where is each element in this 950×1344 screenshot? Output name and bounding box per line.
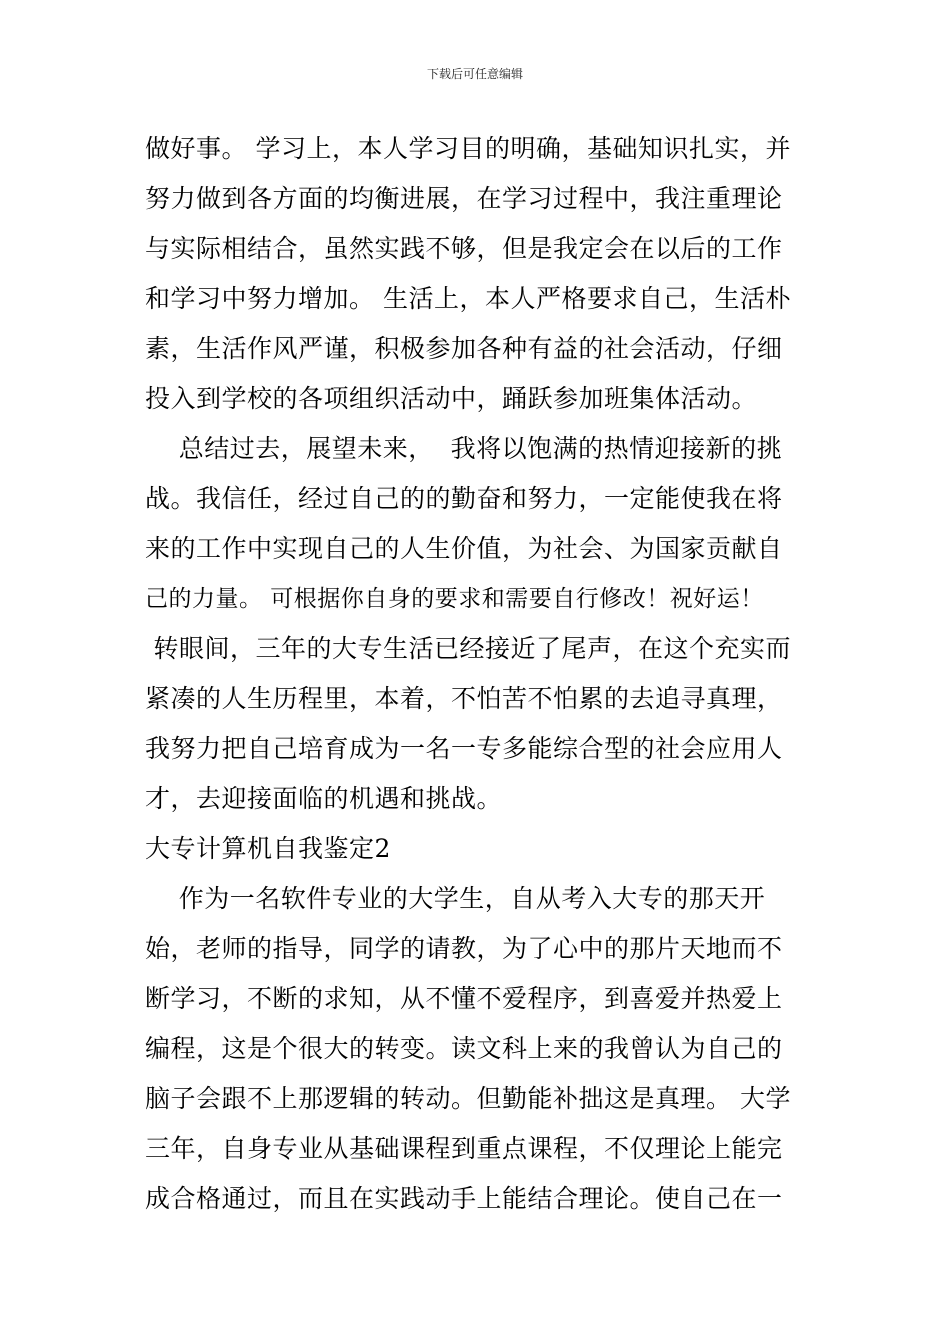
text-line: 与实际相结合，虽然实践不够，但是我定会在以后的工作 [145,234,783,263]
text-line: 成合格通过，而且在实践动手上能结合理论。使自己在一 [145,1184,783,1213]
text-line: 紧凑的人生历程里，本着，不怕苦不怕累的去追寻真理， [145,684,783,713]
text-line: 来的工作中实现自己的人生价值，为社会、为国家贡献自 [145,534,783,563]
text-line: 三年，自身专业从基础课程到重点课程，不仅理论上能完 [145,1134,783,1163]
text-line: 素，生活作风严谨，积极参加各种有益的社会活动，仔细 [145,334,783,363]
document-body [145,124,825,1224]
section-heading: 大专计算机自我鉴定2 [145,834,391,863]
text-line: 我努力把自己培育成为一名一专多能综合型的社会应用人 [145,734,783,763]
text-line: 编程，这是个很大的转变。读文科上来的我曾认为自己的 [145,1034,783,1063]
text-line: 投入到学校的各项组织活动中，踊跃参加班集体活动。 [145,384,758,413]
page-header: 下载后可任意编辑 [426,67,523,81]
text-line: 和学习中努力增加。 生活上，本人严格要求自己，生活朴 [145,284,791,313]
text-line: 战。我信任，经过自己的的勤奋和努力，一定能使我在将 [145,484,783,513]
text-line: 始，老师的指导，同学的请教，为了心中的那片天地而不 [145,934,783,963]
text-line: 脑子会跟不上那逻辑的转动。但勤能补拙这是真理。 大学 [145,1084,791,1113]
text-line: 己的力量。 可根据你自身的要求和需要自行修改！祝好运！ [145,586,764,612]
text-line: 总结过去，展望未来， 我将以饱满的热情迎接新的挑 [145,434,783,463]
text-line: 转眼间，三年的大专生活已经接近了尾声，在这个充实而 [145,634,791,663]
text-line: 断学习，不断的求知，从不懂不爱程序，到喜爱并热爱上 [145,984,783,1013]
text-line: 作为一名软件专业的大学生，自从考入大专的那天开 [145,884,766,913]
text-line: 努力做到各方面的均衡进展，在学习过程中，我注重理论 [145,184,783,213]
text-line: 做好事。 学习上，本人学习目的明确，基础知识扎实，并 [145,134,791,163]
text-line: 才，去迎接面临的机遇和挑战。 [145,784,503,813]
